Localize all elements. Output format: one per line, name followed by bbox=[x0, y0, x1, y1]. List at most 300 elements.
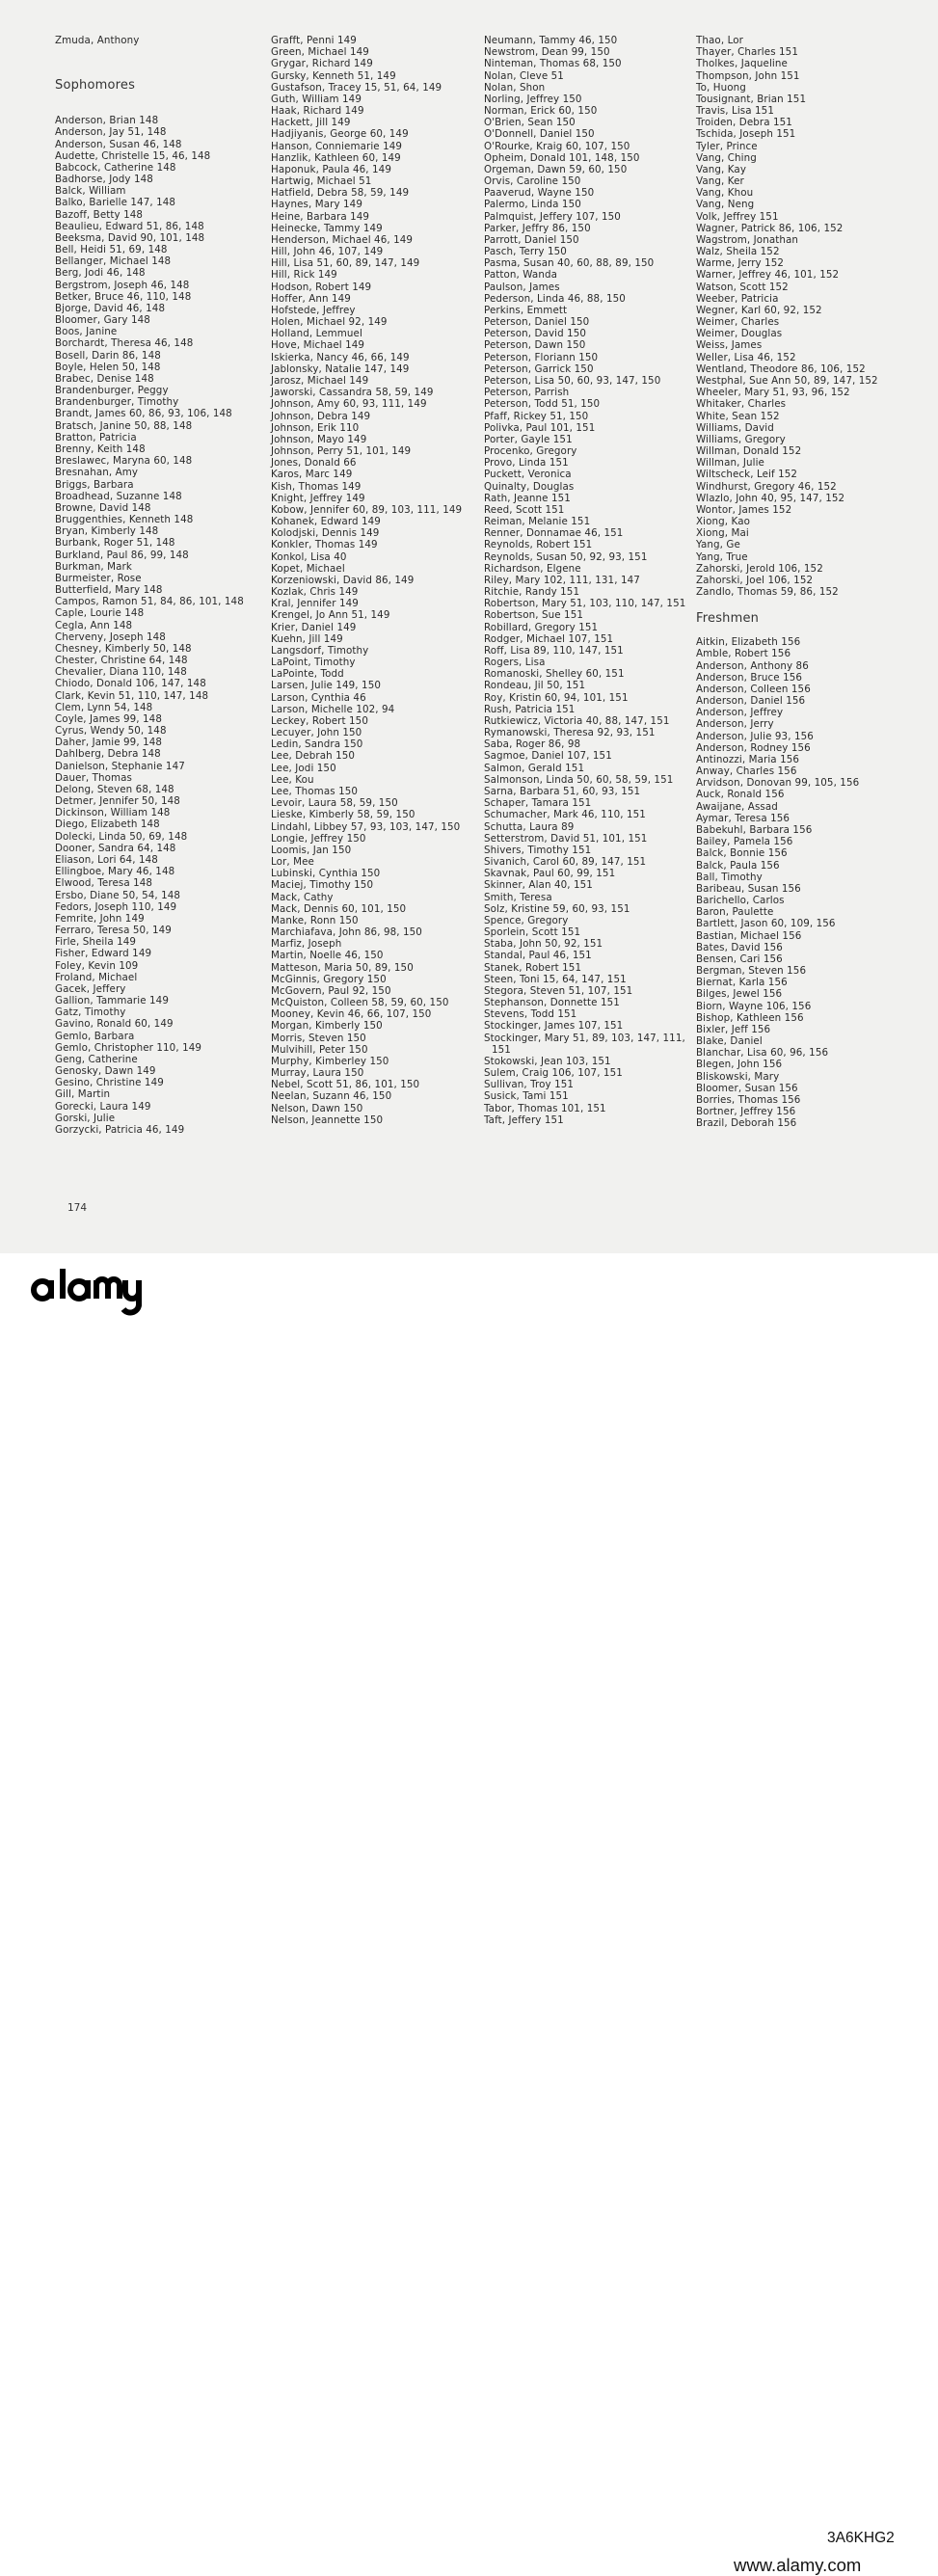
index-entry: Schumacher, Mark 46, 110, 151 bbox=[484, 809, 646, 821]
index-entry: Standal, Paul 46, 151 bbox=[484, 950, 592, 962]
index-entry: Bliskowski, Mary bbox=[696, 1070, 780, 1083]
index-entry: Weller, Lisa 46, 152 bbox=[696, 351, 796, 363]
index-entry: Peterson, Todd 51, 150 bbox=[484, 398, 601, 411]
index-entry: Stevens, Todd 151 bbox=[484, 1008, 577, 1021]
index-entry: Anderson, Julie 93, 156 bbox=[696, 730, 814, 742]
index-entry: Reed, Scott 151 bbox=[484, 503, 565, 516]
index-entry: Antinozzi, Maria 156 bbox=[696, 753, 800, 765]
index-entry: Brabec, Denise 148 bbox=[55, 372, 154, 385]
index-entry: Bell, Heidi 51, 69, 148 bbox=[55, 244, 168, 256]
index-entry: Provo, Linda 151 bbox=[484, 457, 569, 470]
index-entry: Bazoff, Betty 148 bbox=[55, 208, 144, 221]
index-entry: McGinnis, Gregory 150 bbox=[271, 973, 387, 985]
index-entry: Heinecke, Tammy 149 bbox=[271, 222, 383, 234]
index-entry: Broadhead, Suzanne 148 bbox=[55, 490, 182, 502]
index-entry: Tschida, Joseph 151 bbox=[696, 128, 796, 141]
index-entry: Porter, Gayle 151 bbox=[484, 433, 573, 445]
index-entry: Holen, Michael 92, 149 bbox=[271, 316, 388, 329]
index-entry: Bortner, Jeffrey 156 bbox=[696, 1106, 796, 1118]
index-entry: Haak, Richard 149 bbox=[271, 105, 364, 118]
index-entry: Stephanson, Donnette 151 bbox=[484, 997, 620, 1009]
index-entry: Weiss, James bbox=[696, 339, 763, 352]
index-entry: Lieske, Kimberly 58, 59, 150 bbox=[271, 809, 415, 821]
index-entry: Anway, Charles 156 bbox=[696, 765, 797, 778]
index-entry: Dooner, Sandra 64, 148 bbox=[55, 842, 176, 854]
index-entry: Puckett, Veronica bbox=[484, 469, 572, 481]
index-entry: Wiltscheck, Leif 152 bbox=[696, 469, 798, 481]
page-number: 174 bbox=[67, 1202, 88, 1214]
yearbook-page bbox=[0, 0, 938, 1253]
index-entry: Lee, Jodi 150 bbox=[271, 762, 336, 774]
index-entry: Balck, Bonnie 156 bbox=[696, 847, 788, 860]
index-entry: Rondeau, Jil 50, 151 bbox=[484, 680, 586, 692]
index-entry: Orvis, Caroline 150 bbox=[484, 175, 581, 188]
index-entry: Polivka, Paul 101, 151 bbox=[484, 421, 596, 434]
index-entry: Gorzycki, Patricia 46, 149 bbox=[55, 1123, 185, 1136]
index-entry: Mulvihill, Peter 150 bbox=[271, 1043, 368, 1056]
index-entry: Cherveny, Joseph 148 bbox=[55, 631, 166, 643]
index-entry: Tyler, Prince bbox=[696, 140, 758, 152]
index-entry: Beaulieu, Edward 51, 86, 148 bbox=[55, 220, 204, 232]
index-entry: Robertson, Sue 151 bbox=[484, 609, 583, 622]
index-entry: Kolodjski, Dennis 149 bbox=[271, 527, 380, 540]
index-entry: Blanchar, Lisa 60, 96, 156 bbox=[696, 1047, 829, 1060]
freshmen-heading: Freshmen bbox=[696, 611, 760, 627]
index-entry: Aymar, Teresa 156 bbox=[696, 812, 791, 824]
index-entry: Bates, David 156 bbox=[696, 941, 783, 953]
index-entry: Genosky, Dawn 149 bbox=[55, 1065, 156, 1078]
index-entry: Fedors, Joseph 110, 149 bbox=[55, 900, 177, 913]
index-entry: Bratton, Patricia bbox=[55, 431, 137, 443]
index-entry: Biernat, Karla 156 bbox=[696, 977, 788, 989]
index-entry: Jablonsky, Natalie 147, 149 bbox=[271, 362, 410, 375]
index-entry: Grygar, Richard 149 bbox=[271, 58, 373, 70]
index-entry: Froland, Michael bbox=[55, 971, 138, 983]
index-entry: Maciej, Timothy 150 bbox=[271, 879, 374, 892]
index-entry: Salmon, Gerald 151 bbox=[484, 762, 585, 774]
index-entry: Morris, Steven 150 bbox=[271, 1032, 366, 1044]
index-entry: Bloomer, Gary 148 bbox=[55, 314, 150, 327]
index-entry: Dahlberg, Debra 148 bbox=[55, 748, 161, 761]
name-list-top bbox=[55, 35, 259, 46]
index-entry: Mooney, Kevin 46, 66, 107, 150 bbox=[271, 1008, 432, 1021]
index-entry: Whitaker, Charles bbox=[696, 398, 787, 411]
index-entry: Kozlak, Chris 149 bbox=[271, 586, 359, 599]
index-entry: Pasma, Susan 40, 60, 88, 89, 150 bbox=[484, 257, 655, 270]
index-entry: Kohanek, Edward 149 bbox=[271, 516, 381, 528]
index-entry: Biorn, Wayne 106, 156 bbox=[696, 1000, 812, 1012]
index-entry: Barichello, Carlos bbox=[696, 895, 785, 907]
index-entry: Gemlo, Christopher 110, 149 bbox=[55, 1041, 202, 1054]
index-entry: Hadjiyanis, George 60, 149 bbox=[271, 128, 409, 141]
index-entry: Renner, Donnamae 46, 151 bbox=[484, 527, 624, 540]
index-entry: Skinner, Alan 40, 151 bbox=[484, 879, 593, 892]
index-entry: Green, Michael 149 bbox=[271, 46, 369, 59]
name-list bbox=[55, 115, 259, 1136]
watermark-footer bbox=[0, 1253, 938, 2575]
index-entry: Paulson, James bbox=[484, 281, 560, 293]
index-entry: Roy, Kristin 60, 94, 101, 151 bbox=[484, 691, 629, 704]
index-entry: Anderson, Anthony 86 bbox=[696, 659, 809, 672]
name-list-freshmen bbox=[696, 636, 900, 1129]
index-entry: Blake, Daniel bbox=[696, 1035, 763, 1048]
index-entry: Hill, Rick 149 bbox=[271, 269, 337, 282]
index-entry: Lee, Thomas 150 bbox=[271, 786, 359, 797]
index-entry: LaPoint, Timothy bbox=[271, 657, 356, 669]
index-entry: Gustafson, Tracey 15, 51, 64, 149 bbox=[271, 81, 442, 94]
index-entry: Eliason, Lori 64, 148 bbox=[55, 854, 158, 866]
index-entry: Warner, Jeffrey 46, 101, 152 bbox=[696, 269, 840, 282]
index-entry: Gacek, Jeffery bbox=[55, 982, 126, 995]
index-entry: Windhurst, Gregory 46, 152 bbox=[696, 480, 837, 493]
index-entry: Sivanich, Carol 60, 89, 147, 151 bbox=[484, 856, 647, 869]
index-entry: Weeber, Patricia bbox=[696, 292, 779, 305]
index-entry: Xiong, Mai bbox=[696, 527, 749, 540]
index-entry: Ferraro, Teresa 50, 149 bbox=[55, 925, 172, 937]
index-entry: Reiman, Melanie 151 bbox=[484, 516, 591, 528]
index-entry: Travis, Lisa 151 bbox=[696, 105, 774, 118]
index-entry: O'Donnell, Daniel 150 bbox=[484, 128, 595, 141]
index-entry: Hoffer, Ann 149 bbox=[271, 292, 351, 305]
name-list bbox=[696, 35, 900, 598]
index-entry: Palmquist, Jeffery 107, 150 bbox=[484, 210, 621, 223]
index-entry: Norman, Erick 60, 150 bbox=[484, 105, 598, 118]
index-entry: Amble, Robert 156 bbox=[696, 648, 791, 660]
index-entry: Baribeau, Susan 156 bbox=[696, 882, 801, 895]
index-entry: Brandenburger, Peggy bbox=[55, 385, 169, 397]
index-entry: Volk, Jeffrey 151 bbox=[696, 210, 779, 223]
index-entry: Johnson, Erik 110 bbox=[271, 421, 360, 434]
index-entry: Brenny, Keith 148 bbox=[55, 443, 146, 455]
index-entry: Ledin, Sandra 150 bbox=[271, 738, 363, 751]
index-entry: Gill, Martin bbox=[55, 1088, 111, 1101]
index-entry: Burkland, Paul 86, 99, 148 bbox=[55, 549, 189, 561]
index-entry: Hanson, Conniemarie 149 bbox=[271, 140, 403, 152]
index-entry: Wagner, Patrick 86, 106, 152 bbox=[696, 222, 844, 234]
index-entry: Vang, Ker bbox=[696, 175, 744, 188]
index-entry: Tabor, Thomas 101, 151 bbox=[484, 1102, 606, 1114]
index-entry: Richardson, Elgene bbox=[484, 562, 581, 575]
index-entry: Firle, Sheila 149 bbox=[55, 936, 137, 949]
index-entry: Burbank, Roger 51, 148 bbox=[55, 537, 175, 550]
index-entry: Thayer, Charles 151 bbox=[696, 46, 798, 59]
index-entry: Levoir, Laura 58, 59, 150 bbox=[271, 797, 398, 810]
index-entry: Briggs, Barbara bbox=[55, 478, 134, 491]
index-entry: Hatfield, Debra 58, 59, 149 bbox=[271, 187, 410, 200]
index-entry: Watson, Scott 152 bbox=[696, 281, 789, 293]
index-entry: Mack, Cathy bbox=[271, 891, 334, 903]
index-entry: Larson, Michelle 102, 94 bbox=[271, 703, 395, 715]
index-entry: Thompson, John 151 bbox=[696, 69, 800, 82]
index-entry: Johnson, Mayo 149 bbox=[271, 433, 367, 445]
index-entry: Murphy, Kimberley 150 bbox=[271, 1055, 389, 1067]
index-entry: Ritchie, Randy 151 bbox=[484, 586, 580, 599]
index-entry: McQuiston, Colleen 58, 59, 60, 150 bbox=[271, 997, 449, 1009]
index-entry: Vang, Kay bbox=[696, 163, 747, 175]
index-entry: Bresnahan, Amy bbox=[55, 467, 139, 479]
index-entry: Diego, Elizabeth 148 bbox=[55, 818, 160, 831]
index-entry: Brandenburger, Timothy bbox=[55, 396, 179, 409]
index-entry: Hove, Michael 149 bbox=[271, 339, 365, 352]
index-entry: Cyrus, Wendy 50, 148 bbox=[55, 725, 167, 738]
index-entry: Orgeman, Dawn 59, 60, 150 bbox=[484, 163, 628, 175]
index-entry: Hill, Lisa 51, 60, 89, 147, 149 bbox=[271, 257, 420, 270]
index-entry: Grafft, Penni 149 bbox=[271, 35, 357, 46]
index-column-3 bbox=[484, 35, 688, 1126]
index-entry: Stockinger, James 107, 151 bbox=[484, 1020, 624, 1033]
index-entry: Palermo, Linda 150 bbox=[484, 199, 581, 211]
index-entry: Dauer, Thomas bbox=[55, 771, 132, 784]
index-entry: Burmeister, Rose bbox=[55, 572, 142, 584]
index-entry: Caple, Lourie 148 bbox=[55, 607, 145, 620]
index-entry: Staba, John 50, 92, 151 bbox=[484, 938, 603, 951]
index-entry: Setterstrom, David 51, 101, 151 bbox=[484, 832, 648, 845]
index-entry: Williams, Gregory bbox=[696, 433, 786, 445]
index-entry: Anderson, Susan 46, 148 bbox=[55, 138, 182, 150]
index-entry: Salmonson, Linda 50, 60, 58, 59, 151 bbox=[484, 773, 674, 786]
index-entry: Bratsch, Janine 50, 88, 148 bbox=[55, 419, 193, 432]
index-entry: Krier, Daniel 149 bbox=[271, 621, 357, 633]
index-entry: Femrite, John 149 bbox=[55, 912, 145, 925]
index-entry: Kral, Jennifer 149 bbox=[271, 598, 359, 610]
name-list bbox=[484, 35, 688, 1126]
image-id: 3A6KHG2 bbox=[827, 2530, 895, 2546]
index-entry: Kopet, Michael bbox=[271, 562, 345, 575]
index-entry: Foley, Kevin 109 bbox=[55, 959, 139, 972]
index-entry: Romanoski, Shelley 60, 151 bbox=[484, 668, 625, 681]
index-entry: Perkins, Emmett bbox=[484, 304, 568, 316]
index-entry: Stanek, Robert 151 bbox=[484, 961, 582, 974]
index-entry: Danielson, Stephanie 147 bbox=[55, 760, 185, 772]
index-entry: Bilges, Jewel 156 bbox=[696, 988, 783, 1001]
index-entry: Anderson, Bruce 156 bbox=[696, 671, 803, 684]
index-entry: Taft, Jeffery 151 bbox=[484, 1114, 564, 1126]
index-entry: Pasch, Terry 150 bbox=[484, 246, 567, 258]
index-entry: Stockinger, Mary 51, 89, 103, 147, 111, 151 bbox=[484, 1032, 685, 1056]
index-entry: Bruggenthies, Kenneth 148 bbox=[55, 514, 194, 526]
index-entry: Heine, Barbara 149 bbox=[271, 210, 370, 223]
index-entry: Stokowski, Jean 103, 151 bbox=[484, 1055, 611, 1067]
index-entry: Thao, Lor bbox=[696, 35, 743, 46]
index-entry: Pfaff, Rickey 51, 150 bbox=[484, 410, 589, 422]
index-entry: Peterson, David 150 bbox=[484, 328, 587, 340]
index-entry: Ersbo, Diane 50, 54, 148 bbox=[55, 889, 181, 901]
index-entry: Peterson, Lisa 50, 60, 93, 147, 150 bbox=[484, 374, 661, 387]
index-entry: Babekuhl, Barbara 156 bbox=[696, 824, 813, 836]
index-entry: Hartwig, Michael 51 bbox=[271, 175, 372, 188]
index-entry: Karos, Marc 149 bbox=[271, 469, 353, 481]
index-entry: Matteson, Maria 50, 89, 150 bbox=[271, 961, 414, 974]
index-entry: Jaworski, Cassandra 58, 59, 149 bbox=[271, 387, 434, 399]
site-url: www.alamy.com bbox=[734, 2555, 862, 2575]
index-entry: Schaper, Tamara 151 bbox=[484, 797, 592, 810]
index-entry: Nelson, Dawn 150 bbox=[271, 1102, 363, 1114]
index-entry: Haponuk, Paula 46, 149 bbox=[271, 163, 391, 175]
index-entry: Patton, Wanda bbox=[484, 269, 558, 282]
index-entry: Awaijane, Assad bbox=[696, 800, 778, 813]
index-entry: Larsen, Julie 149, 150 bbox=[271, 680, 381, 692]
index-entry: Robertson, Mary 51, 103, 110, 147, 151 bbox=[484, 598, 686, 610]
index-column-4 bbox=[696, 35, 900, 1129]
index-entry: Roff, Lisa 89, 110, 147, 151 bbox=[484, 644, 624, 657]
index-entry: Bergstrom, Joseph 46, 148 bbox=[55, 279, 190, 291]
index-entry: Clem, Lynn 54, 148 bbox=[55, 701, 153, 713]
index-entry: Marfiz, Joseph bbox=[271, 938, 342, 951]
alamy-logo bbox=[31, 1269, 148, 1323]
index-entry: Xiong, Kao bbox=[696, 516, 751, 528]
alamy-logo-mark bbox=[31, 1269, 148, 1323]
index-entry: Loomis, Jan 150 bbox=[271, 844, 352, 856]
index-entry: Zahorski, Jerold 106, 152 bbox=[696, 562, 823, 575]
index-entry: To, Huong bbox=[696, 81, 746, 94]
index-entry: Guth, William 149 bbox=[271, 93, 362, 105]
index-entry: Lee, Kou bbox=[271, 773, 314, 786]
index-entry: Beeksma, David 90, 101, 148 bbox=[55, 231, 205, 244]
index-entry: Dickinson, William 148 bbox=[55, 807, 171, 819]
index-entry: Cegla, Ann 148 bbox=[55, 619, 133, 631]
index-entry: Bartlett, Jason 60, 109, 156 bbox=[696, 918, 836, 930]
index-entry: Badhorse, Jody 148 bbox=[55, 174, 153, 186]
index-entry: Browne, David 148 bbox=[55, 501, 151, 514]
index-entry: Konkler, Thomas 149 bbox=[271, 539, 378, 551]
index-entry: Chevalier, Diana 110, 148 bbox=[55, 666, 187, 679]
index-entry: Neumann, Tammy 46, 150 bbox=[484, 35, 618, 46]
index-entry: Hackett, Jill 149 bbox=[271, 117, 351, 129]
index-entry: O'Brien, Sean 150 bbox=[484, 117, 576, 129]
index-entry: Delong, Steven 68, 148 bbox=[55, 783, 174, 795]
index-entry: Sagmoe, Daniel 107, 151 bbox=[484, 750, 612, 763]
index-entry: Stegora, Steven 51, 107, 151 bbox=[484, 984, 633, 997]
index-entry: Johnson, Debra 149 bbox=[271, 410, 371, 422]
index-entry: Ninteman, Thomas 68, 150 bbox=[484, 58, 622, 70]
index-entry: Gursky, Kenneth 51, 149 bbox=[271, 69, 396, 82]
index-entry: Leckey, Robert 150 bbox=[271, 714, 368, 727]
index-entry: Morgan, Kimberly 150 bbox=[271, 1020, 383, 1033]
index-entry: Johnson, Amy 60, 93, 111, 149 bbox=[271, 398, 427, 411]
index-entry: Rogers, Lisa bbox=[484, 657, 546, 669]
index-entry: Arvidson, Donovan 99, 105, 156 bbox=[696, 777, 860, 790]
index-entry: Gorecki, Laura 149 bbox=[55, 1100, 151, 1113]
index-entry: Nolan, Cleve 51 bbox=[484, 69, 564, 82]
index-entry: Vang, Khou bbox=[696, 187, 754, 200]
index-entry: Susick, Tami 151 bbox=[484, 1090, 569, 1103]
index-entry: Peterson, Garrick 150 bbox=[484, 362, 594, 375]
index-entry: Shivers, Timothy 151 bbox=[484, 844, 592, 856]
index-entry: Brazil, Deborah 156 bbox=[696, 1117, 797, 1130]
index-entry: Bloomer, Susan 156 bbox=[696, 1082, 798, 1094]
index-entry: Nelson, Jeannette 150 bbox=[271, 1114, 384, 1126]
index-entry: Sporlein, Scott 151 bbox=[484, 926, 581, 939]
index-entry: Tholkes, Jaqueline bbox=[696, 58, 788, 70]
index-entry: Walz, Sheila 152 bbox=[696, 246, 780, 258]
index-entry: Sulem, Craig 106, 107, 151 bbox=[484, 1067, 623, 1080]
index-entry: Bixler, Jeff 156 bbox=[696, 1023, 771, 1035]
index-entry: Lee, Debrah 150 bbox=[271, 750, 356, 763]
index-entry: Bergman, Steven 156 bbox=[696, 965, 807, 978]
index-entry: Yang, True bbox=[696, 550, 748, 563]
index-entry: Anderson, Colleen 156 bbox=[696, 683, 811, 695]
index-entry: Rutkiewicz, Victoria 40, 88, 147, 151 bbox=[484, 714, 670, 727]
index-entry: Paaverud, Wayne 150 bbox=[484, 187, 595, 200]
index-entry: Opheim, Donald 101, 148, 150 bbox=[484, 151, 640, 164]
index-entry: Aitkin, Elizabeth 156 bbox=[696, 636, 801, 649]
index-entry: Steen, Toni 15, 64, 147, 151 bbox=[484, 973, 627, 985]
index-entry: Audette, Christelle 15, 46, 148 bbox=[55, 149, 211, 162]
index-entry: Bjorge, David 46, 148 bbox=[55, 302, 166, 314]
index-entry: Babcock, Catherine 148 bbox=[55, 161, 176, 174]
index-entry: Auck, Ronald 156 bbox=[696, 789, 785, 801]
index-entry: Chester, Christine 64, 148 bbox=[55, 655, 188, 667]
index-entry: Boos, Janine bbox=[55, 326, 118, 338]
index-entry: Newstrom, Dean 99, 150 bbox=[484, 46, 610, 59]
index-entry: Brandt, James 60, 86, 93, 106, 148 bbox=[55, 408, 232, 420]
index-entry: Zmuda, Anthony bbox=[55, 35, 140, 46]
index-entry: Lor, Mee bbox=[271, 856, 314, 869]
index-entry: Willman, Donald 152 bbox=[696, 445, 802, 458]
index-entry: Borchardt, Theresa 46, 148 bbox=[55, 337, 194, 350]
index-entry: Yang, Ge bbox=[696, 539, 740, 551]
index-entry: Hill, John 46, 107, 149 bbox=[271, 246, 384, 258]
index-entry: Williams, David bbox=[696, 421, 774, 434]
index-entry: Gesino, Christine 149 bbox=[55, 1077, 164, 1089]
index-entry: Spence, Gregory bbox=[484, 914, 569, 926]
index-entry: Boyle, Helen 50, 148 bbox=[55, 361, 161, 373]
index-entry: Bryan, Kimberly 148 bbox=[55, 525, 159, 538]
index-entry: Gallion, Tammarie 149 bbox=[55, 995, 169, 1007]
index-entry: Quinalty, Douglas bbox=[484, 480, 575, 493]
index-entry: Gavino, Ronald 60, 149 bbox=[55, 1018, 174, 1031]
index-entry: Krengel, Jo Ann 51, 149 bbox=[271, 609, 390, 622]
index-entry: Balck, Paula 156 bbox=[696, 859, 780, 872]
index-entry: Langsdorf, Timothy bbox=[271, 644, 369, 657]
index-entry: Ellingboe, Mary 46, 148 bbox=[55, 866, 175, 878]
index-entry: Campos, Ramon 51, 84, 86, 101, 148 bbox=[55, 596, 244, 608]
index-entry: Wagstrom, Jonathan bbox=[696, 233, 799, 246]
index-entry: Rath, Jeanne 151 bbox=[484, 492, 571, 504]
index-entry: Johnson, Perry 51, 101, 149 bbox=[271, 445, 412, 458]
index-entry: Coyle, James 99, 148 bbox=[55, 712, 162, 725]
index-entry: Clark, Kevin 51, 110, 147, 148 bbox=[55, 689, 209, 702]
index-entry: Robillard, Gregory 151 bbox=[484, 621, 599, 633]
index-entry: Kuehn, Jill 149 bbox=[271, 632, 343, 645]
index-entry: Schutta, Laura 89 bbox=[484, 820, 575, 833]
index-entry: Baron, Paulette bbox=[696, 906, 774, 919]
index-entry: Bastian, Michael 156 bbox=[696, 929, 802, 942]
index-entry: Breslawec, Maryna 60, 148 bbox=[55, 455, 193, 468]
index-entry: Warme, Jerry 152 bbox=[696, 257, 785, 270]
index-entry: Peterson, Floriann 150 bbox=[484, 351, 599, 363]
index-entry: Nolan, Shon bbox=[484, 81, 546, 94]
index-entry: Ball, Timothy bbox=[696, 871, 763, 883]
index-entry: Vang, Ching bbox=[696, 151, 757, 164]
index-entry: Bishop, Kathleen 156 bbox=[696, 1011, 804, 1024]
index-entry: Betker, Bruce 46, 110, 148 bbox=[55, 290, 192, 303]
index-entry: Sarna, Barbara 51, 60, 93, 151 bbox=[484, 786, 641, 797]
index-entry: McGovern, Paul 92, 150 bbox=[271, 984, 391, 997]
index-entry: Weimer, Douglas bbox=[696, 328, 783, 340]
index-entry: Anderson, Brian 148 bbox=[55, 115, 159, 127]
index-entry: Procenko, Gregory bbox=[484, 445, 577, 458]
index-entry: Peterson, Parrish bbox=[484, 387, 570, 399]
index-entry: Zandlo, Thomas 59, 86, 152 bbox=[696, 586, 839, 599]
index-entry: Chesney, Kimberly 50, 148 bbox=[55, 642, 192, 655]
index-entry: Smith, Teresa bbox=[484, 891, 552, 903]
index-entry: Westphal, Sue Ann 50, 89, 147, 152 bbox=[696, 374, 878, 387]
index-entry: Balko, Barielle 147, 148 bbox=[55, 197, 176, 209]
index-entry: Daher, Jamie 99, 148 bbox=[55, 737, 163, 749]
name-list bbox=[271, 35, 475, 1126]
index-entry: Wegner, Karl 60, 92, 152 bbox=[696, 304, 822, 316]
